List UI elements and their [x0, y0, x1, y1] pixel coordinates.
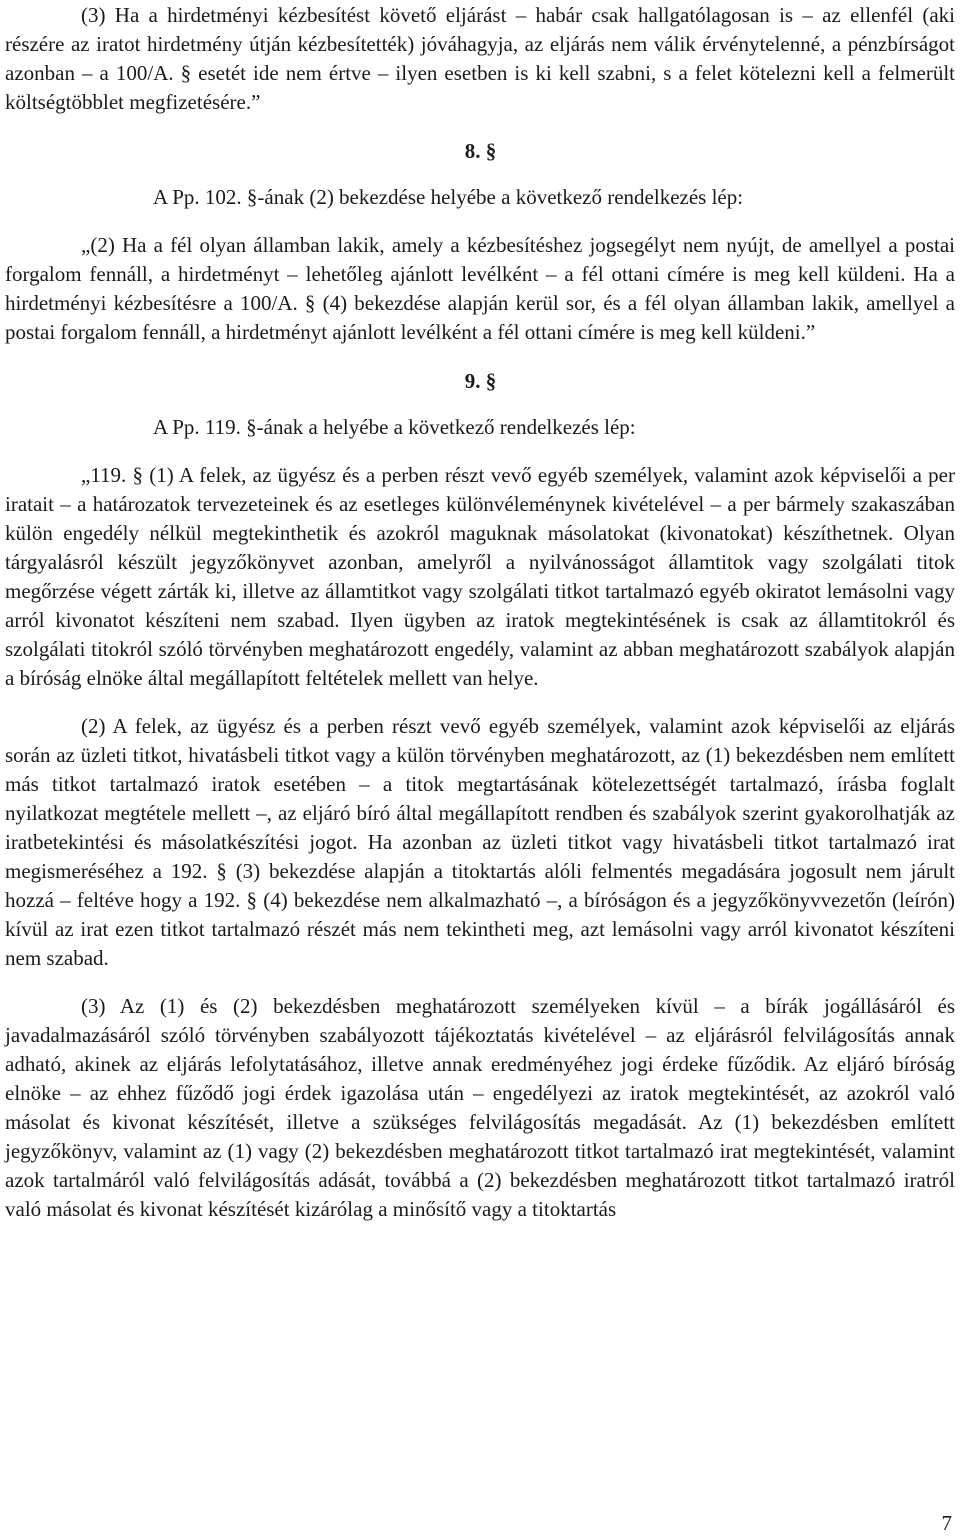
spacer	[5, 973, 955, 992]
document-page	[5, 0, 955, 1224]
spacer	[5, 117, 955, 137]
section-9-paragraph-1: „119. § (1) A felek, az ügyész és a perben részt vevő egyéb személyek, valamint azok képviselői a per iratait – a határozatok tervezeteinek és az esetleges különvéleménynek kivételével – a per bármely szakaszában külön engedély nélkül megtekinthetik és azokról maguknak másolatokat (kivonatokat) készíthetnek. Olyan tárgyalásról készült jegyzőkönyvet azonban, amelyről a nyilvánosságot államtitok vagy szolgálati titok megőrzése végett zárták ki, illetve az államtitkot vagy szolgálati titkot tartalmazó egyéb okiratot lemásolni vagy arról kivonatot készíteni nem szabad. Ilyen ügyben az iratok megtekintésének is csak az államtitokról és szolgálati titokról szóló törvényben meghatározott engedély, valamint az abban meghatározott szabályok alapján a bíróság elnöke által megállapított feltételek mellett van helye.	[5, 463, 955, 690]
spacer	[5, 212, 955, 231]
spacer	[5, 442, 955, 461]
paragraph-3-continuation: (3) Ha a hirdetményi kézbesítést követő eljárást – habár csak hallgatólagosan is – az ellenfél (aki részére az iratot hirdetmény útján kézbesítették) jóváhagyja, az eljárás nem válik érvénytelenné, a pénzbírságot azonban – a 100/A. § esetét ide nem értve – ilyen esetben is ki kell szabni, s a felet kötelezni kell a felmerült költségtöbblet megfizetésére.”	[5, 3, 955, 114]
page-number: 7	[941, 1511, 952, 1535]
section-8-intro: A Pp. 102. §-ának (2) bekezdése helyébe a következő rendelkezés lép:	[153, 185, 744, 209]
section-heading-8: 8. §	[464, 139, 497, 163]
section-9-paragraph-3: (3) Az (1) és (2) bekezdésben meghatározott személyeken kívül – a bírák jogállásáról és javadalmazásáról szóló törvényben szabályozott tájékoztatás kivételével – az eljárásról felvilágosítás annak adható, akinek az eljárás lefolytatásához, illetve annak eredményéhez jogi érdeke fűződik. Az eljáró bíróság elnöke – az ehhez fűződő jogi érdek igazolása után – engedélyezi az iratok megtekintését, az azokról való másolat és kivonat készítését, illetve a szükséges felvilágosítás megadását. Az (1) bekezdésben említett jegyzőkönyv, valamint az (1) vagy (2) bekezdésben meghatározott titkot tartalmazó irat megtekintését, valamint azok tartalmáról való felvilágosítás adását, továbbá a (2) bekezdésben meghatározott titkot tartalmazó iratról való másolat és kivonat készítését kizárólag a minősítő vagy a titoktartás	[5, 994, 955, 1221]
spacer	[5, 693, 955, 712]
section-9-intro: A Pp. 119. §-ának a helyébe a következő rendelkezés lép:	[153, 415, 636, 439]
spacer	[5, 166, 955, 183]
spacer	[5, 396, 955, 413]
spacer	[5, 347, 955, 367]
section-9-paragraph-2: (2) A felek, az ügyész és a perben részt vevő egyéb személyek, valamint azok képviselői az eljárás során az üzleti titkot, hivatásbeli titkot vagy a külön törvényben meghatározott, az (1) bekezdésben nem említett más titkot tartalmazó iratok esetében – a titok megtartásának kötelezettségét tartalmazó, írásba foglalt nyilatkozat megtétele mellett –, az eljáró bíró által megállapított rendben és szabályok szerint gyakorolhatják az iratbetekintési és másolatkészítési jogot. Ha azonban az üzleti titkot vagy hivatásbeli titkot tartalmazó irat megismeréséhez a 192. § (3) bekezdése alapján a titoktartás alóli felmentés megadására jogosult nem járult hozzá – feltéve hogy a 192. § (4) bekezdése nem alkalmazható –, a bíróságon és a jegyzőkönyvvezetőn (leírón) kívül az irat ezen titkot tartalmazó részét más nem tekintheti meg, azt lemásolni vagy arról kivonatot készíteni nem szabad.	[5, 714, 955, 970]
section-heading-9: 9. §	[464, 369, 497, 393]
section-8-amendment-text: „(2) Ha a fél olyan államban lakik, amely a kézbesítéshez jogsegélyt nem nyújt, de amellyel a postai forgalom fennáll, a hirdetményt – lehetőleg ajánlott levélként – a fél ottani címére is meg kell küldeni. Ha a hirdetményi kézbesítésre a 100/A. § (4) bekezdése alapján kerül sor, és a fél olyan államban lakik, amellyel a postai forgalom fennáll, a hirdetményt ajánlott levélként a fél ottani címére is meg kell küldeni.”	[5, 233, 955, 344]
